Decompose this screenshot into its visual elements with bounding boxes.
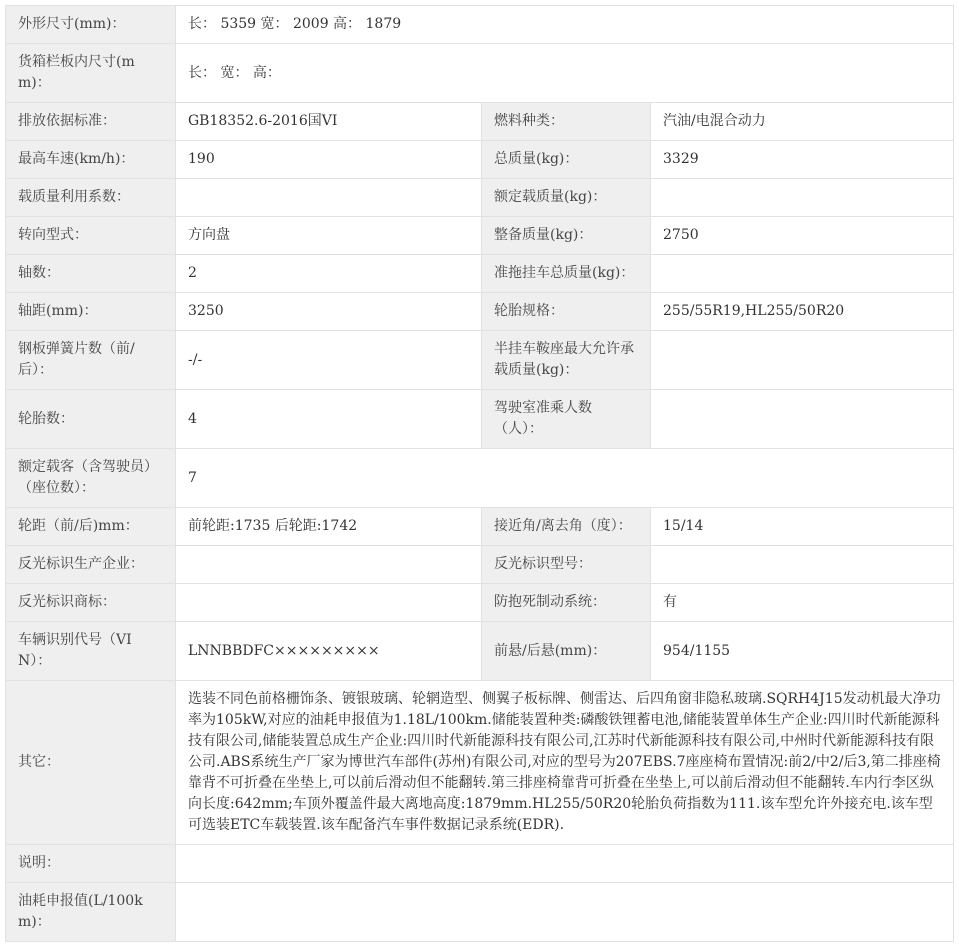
spec-row bbox=[6, 681, 954, 845]
spec-label-cell: 燃料种类： bbox=[482, 103, 651, 141]
spec-label-cell: 前悬/后悬(mm)： bbox=[482, 622, 651, 681]
spec-value-cell: 3250 bbox=[176, 293, 482, 331]
spec-row bbox=[6, 390, 954, 449]
spec-row bbox=[6, 293, 954, 331]
spec-value-cell bbox=[651, 546, 954, 584]
spec-value-cell bbox=[176, 845, 954, 883]
spec-label-cell: 轮胎规格： bbox=[482, 293, 651, 331]
spec-row bbox=[6, 449, 954, 508]
spec-label-cell: 载质量利用系数： bbox=[6, 179, 176, 217]
spec-label-cell: 最高车速(km/h)： bbox=[6, 141, 176, 179]
spec-label-cell: 半挂车鞍座最大允许承载质量(kg)： bbox=[482, 331, 651, 390]
spec-label-cell: 接近角/离去角（度）： bbox=[482, 508, 651, 546]
spec-label-cell: 轴数： bbox=[6, 255, 176, 293]
spec-row bbox=[6, 217, 954, 255]
spec-row bbox=[6, 845, 954, 883]
spec-value-cell: 2 bbox=[176, 255, 482, 293]
spec-value-cell: 汽油/电混合动力 bbox=[651, 103, 954, 141]
spec-value-cell: 954/1155 bbox=[651, 622, 954, 681]
spec-label-cell: 反光标识生产企业： bbox=[6, 546, 176, 584]
spec-value-cell bbox=[176, 883, 954, 942]
spec-label-cell: 驾驶室准乘人数（人）： bbox=[482, 390, 651, 449]
spec-value-cell: 190 bbox=[176, 141, 482, 179]
vehicle-spec-table bbox=[5, 5, 954, 942]
spec-label-cell: 转向型式： bbox=[6, 217, 176, 255]
spec-value-cell bbox=[176, 546, 482, 584]
spec-row bbox=[6, 331, 954, 390]
spec-label-cell: 钢板弹簧片数（前/后）： bbox=[6, 331, 176, 390]
spec-value-cell: 15/14 bbox=[651, 508, 954, 546]
spec-label-cell: 轮距（前/后)mm： bbox=[6, 508, 176, 546]
spec-row bbox=[6, 508, 954, 546]
spec-row bbox=[6, 584, 954, 622]
spec-label-cell: 车辆识别代号（VIN）： bbox=[6, 622, 176, 681]
spec-label-cell: 额定载客（含驾驶员）（座位数）： bbox=[6, 449, 176, 508]
spec-label-cell: 排放依据标准： bbox=[6, 103, 176, 141]
spec-row bbox=[6, 6, 954, 44]
spec-row bbox=[6, 883, 954, 942]
spec-row bbox=[6, 179, 954, 217]
spec-table-body bbox=[6, 6, 954, 942]
spec-value-cell: 7 bbox=[176, 449, 954, 508]
spec-label-cell: 说明： bbox=[6, 845, 176, 883]
spec-label-cell: 反光标识型号： bbox=[482, 546, 651, 584]
spec-label-cell: 油耗申报值(L/100km)： bbox=[6, 883, 176, 942]
spec-value-cell bbox=[651, 331, 954, 390]
spec-value-cell bbox=[176, 584, 482, 622]
spec-label-cell: 额定载质量(kg)： bbox=[482, 179, 651, 217]
spec-label-cell: 轴距(mm)： bbox=[6, 293, 176, 331]
spec-row bbox=[6, 44, 954, 103]
spec-value-cell: 2750 bbox=[651, 217, 954, 255]
spec-value-cell: 255/55R19,HL255/50R20 bbox=[651, 293, 954, 331]
spec-label-cell: 防抱死制动系统： bbox=[482, 584, 651, 622]
spec-value-cell bbox=[651, 179, 954, 217]
spec-value-cell bbox=[176, 179, 482, 217]
spec-value-cell: 选装不同色前格栅饰条、镀银玻璃、轮辋造型、侧翼子板标牌、侧雷达、后四角窗非隐私玻璃.SQRH4J15发动机最大净功率为105kW,对应的油耗申报值为1.18L/100km.储能装置种类:磷酸铁锂蓄电池,储能装置单体生产企业:四川时代新能源科技有限公司,储能装置总成生产企业:四川时代新能源科技有限公司,江苏时代新能源科技有限公司,中州时代新能源科技有限公司.ABS系统生产厂家为博世汽车部件(苏州)有限公司,对应的型号为207EBS.7座座椅布置情况:前2/中2/后3,第二排座椅靠背不可折叠在坐垫上,可以前后滑动但不能翻转.第三排座椅靠背可折叠在坐垫上,可以前后滑动但不能翻转.车内行李区纵向长度:642mm;车顶外覆盖件最大离地高度:1879mm.HL255/50R20轮胎负荷指数为111.该车型允许外接充电.该车型可选装ETC车载装置.该车配备汽车事件数据记录系统(EDR). bbox=[176, 681, 954, 845]
spec-value-cell bbox=[651, 255, 954, 293]
spec-value-cell: 前轮距:1735 后轮距:1742 bbox=[176, 508, 482, 546]
spec-label-cell: 总质量(kg)： bbox=[482, 141, 651, 179]
spec-value-cell: LNNBBDFC××××××××× bbox=[176, 622, 482, 681]
spec-row bbox=[6, 103, 954, 141]
spec-label-cell: 整备质量(kg)： bbox=[482, 217, 651, 255]
spec-row bbox=[6, 255, 954, 293]
spec-value-cell: 3329 bbox=[651, 141, 954, 179]
spec-value-cell: -/- bbox=[176, 331, 482, 390]
spec-value-cell: 方向盘 bbox=[176, 217, 482, 255]
spec-label-cell: 反光标识商标： bbox=[6, 584, 176, 622]
spec-label-cell: 准拖挂车总质量(kg)： bbox=[482, 255, 651, 293]
spec-label-cell: 其它： bbox=[6, 681, 176, 845]
spec-label-cell: 轮胎数： bbox=[6, 390, 176, 449]
spec-label-cell: 外形尺寸(mm)： bbox=[6, 6, 176, 44]
spec-label-cell: 货箱栏板内尺寸(mm)： bbox=[6, 44, 176, 103]
spec-row bbox=[6, 622, 954, 681]
spec-value-cell: 长： 5359 宽： 2009 高： 1879 bbox=[176, 6, 954, 44]
spec-value-cell: GB18352.6-2016国VI bbox=[176, 103, 482, 141]
spec-value-cell: 长： 宽： 高： bbox=[176, 44, 954, 103]
spec-row bbox=[6, 546, 954, 584]
spec-value-cell bbox=[651, 390, 954, 449]
spec-value-cell: 4 bbox=[176, 390, 482, 449]
spec-value-cell: 有 bbox=[651, 584, 954, 622]
spec-row bbox=[6, 141, 954, 179]
